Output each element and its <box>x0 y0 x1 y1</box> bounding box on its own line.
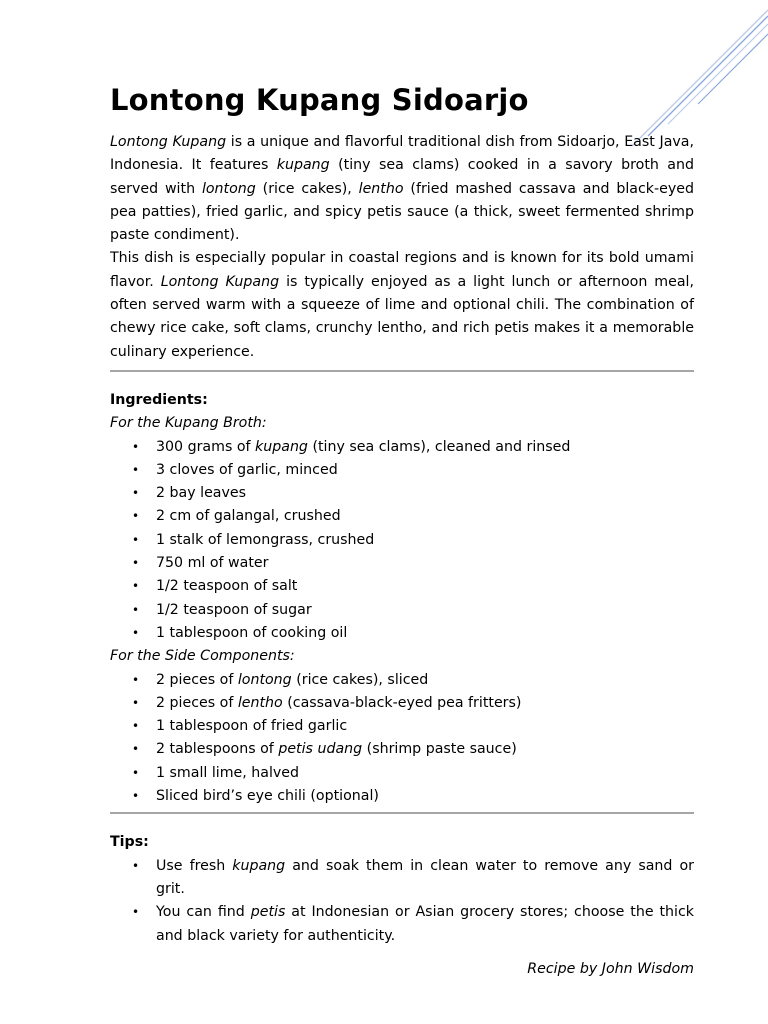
item-text: 1/2 teaspoon of sugar <box>156 601 312 618</box>
item-text: 1 tablespoon of fried garlic <box>156 718 348 735</box>
broth-ingredient-item <box>110 575 694 598</box>
item-emphasis: lentho <box>237 694 283 711</box>
item-text: 2 cm of galangal, crushed <box>156 508 341 525</box>
intro-text: (tiny sea clams) cooked in a savory broth and served with <box>110 157 694 197</box>
bullet-marker: • <box>132 765 140 780</box>
page-title: Lontong Kupang Sidoarjo <box>110 83 529 117</box>
intro-text: is typically enjoyed as a light lunch or afternoon meal, often served warm with a squeeze of lime and optional chili. The combination of chewy rice cake, soft clams, crunchy lentho, and rich petis makes it a memorable culinary experience. <box>110 273 694 360</box>
item-text: 1 small lime, halved <box>156 764 300 781</box>
bullet-marker: • <box>132 462 140 477</box>
bullet-marker: • <box>132 509 140 524</box>
intro-paragraph-1 <box>110 131 694 247</box>
item-text: 1 stalk of lemongrass, crushed <box>156 531 375 548</box>
bullet-marker: • <box>132 439 140 454</box>
bullet-marker: • <box>132 672 140 687</box>
tips-heading: Tips: <box>110 834 149 851</box>
recipe-credit: Recipe by John Wisdom <box>527 960 694 977</box>
lentho-emphasis: lentho <box>358 180 404 197</box>
bullet-marker: • <box>132 719 140 734</box>
intro-text: (fried mashed cassava and black-eyed pea patties), fried garlic, and spicy petis sauce (a thick, sweet fermented shrimp paste condiment). <box>110 180 694 244</box>
tip-item <box>110 901 694 948</box>
item-text: 2 pieces of <box>156 671 238 688</box>
broth-ingredient-item <box>110 529 694 552</box>
bullet-marker: • <box>132 556 140 571</box>
kupang-emphasis: kupang <box>276 157 330 174</box>
item-emphasis: kupang <box>255 438 308 455</box>
bullet-marker: • <box>132 579 140 594</box>
item-text: 300 grams of <box>156 438 256 455</box>
item-text: 1 tablespoon of cooking oil <box>156 624 348 641</box>
side-subheading: For the Side Components: <box>110 648 295 665</box>
broth-ingredient-item <box>110 505 694 528</box>
side-ingredient-item <box>110 715 694 738</box>
intro-text: This dish is especially popular in coastal regions and is known for its bold umami flavor. <box>110 250 694 290</box>
side-ingredient-item <box>110 669 694 692</box>
broth-ingredient-item <box>110 599 694 622</box>
bullet-marker: • <box>132 742 140 757</box>
item-text: Sliced bird’s eye chili (optional) <box>156 788 379 805</box>
side-ingredient-list <box>110 669 694 809</box>
item-text: at Indonesian or Asian grocery stores; choose the thick and black variety for authenticity. <box>156 904 694 944</box>
side-ingredient-item <box>110 692 694 715</box>
item-text: (cassava-black-eyed pea fritters) <box>282 694 522 711</box>
broth-ingredient-item <box>110 459 694 482</box>
item-emphasis: petis udang <box>278 741 363 758</box>
item-text: and soak them in clean water to remove any sand or grit. <box>156 857 694 897</box>
broth-ingredient-item <box>110 482 694 505</box>
side-ingredient-item <box>110 785 694 808</box>
bullet-marker: • <box>132 532 140 547</box>
bullet-marker: • <box>132 789 140 804</box>
item-text: You can find <box>156 904 251 921</box>
broth-subheading: For the Kupang Broth: <box>110 415 267 432</box>
broth-ingredient-item <box>110 436 694 459</box>
item-text: 2 bay leaves <box>156 485 247 502</box>
item-text: 750 ml of water <box>156 555 269 572</box>
intro-paragraph-2 <box>110 247 694 363</box>
broth-ingredient-list <box>110 436 694 646</box>
bullet-marker: • <box>132 905 140 920</box>
document-page <box>110 80 694 995</box>
dish-name-emphasis: Lontong Kupang <box>160 273 280 290</box>
item-text: (rice cakes), sliced <box>291 671 429 688</box>
intro-text: (rice cakes), <box>255 180 359 197</box>
intro-text: is a unique and flavorful traditional dish from Sidoarjo, East Java, Indonesia. It features <box>110 134 694 174</box>
side-ingredient-item <box>110 762 694 785</box>
item-text: (tiny sea clams), cleaned and rinsed <box>307 438 571 455</box>
item-emphasis: petis <box>250 904 286 921</box>
broth-ingredient-item <box>110 622 694 645</box>
item-emphasis: lontong <box>237 671 292 688</box>
item-text: 3 cloves of garlic, minced <box>156 461 338 478</box>
item-text: 2 tablespoons of <box>156 741 279 758</box>
item-text: (shrimp paste sauce) <box>362 741 517 758</box>
item-emphasis: kupang <box>232 857 286 874</box>
dish-name-emphasis: Lontong Kupang <box>110 134 227 150</box>
tip-item <box>110 855 694 902</box>
item-text: Use fresh <box>156 857 233 874</box>
bullet-marker: • <box>132 602 140 617</box>
bullet-marker: • <box>132 858 140 873</box>
side-ingredient-item <box>110 738 694 761</box>
lontong-emphasis: lontong <box>201 180 256 197</box>
item-text: 2 pieces of <box>156 694 238 711</box>
broth-ingredient-item <box>110 552 694 575</box>
bullet-marker: • <box>132 625 140 640</box>
item-text: 1/2 teaspoon of salt <box>156 578 298 595</box>
tips-list <box>110 855 694 948</box>
bullet-marker: • <box>132 486 140 501</box>
ingredients-heading: Ingredients: <box>110 391 208 408</box>
bullet-marker: • <box>132 695 140 710</box>
